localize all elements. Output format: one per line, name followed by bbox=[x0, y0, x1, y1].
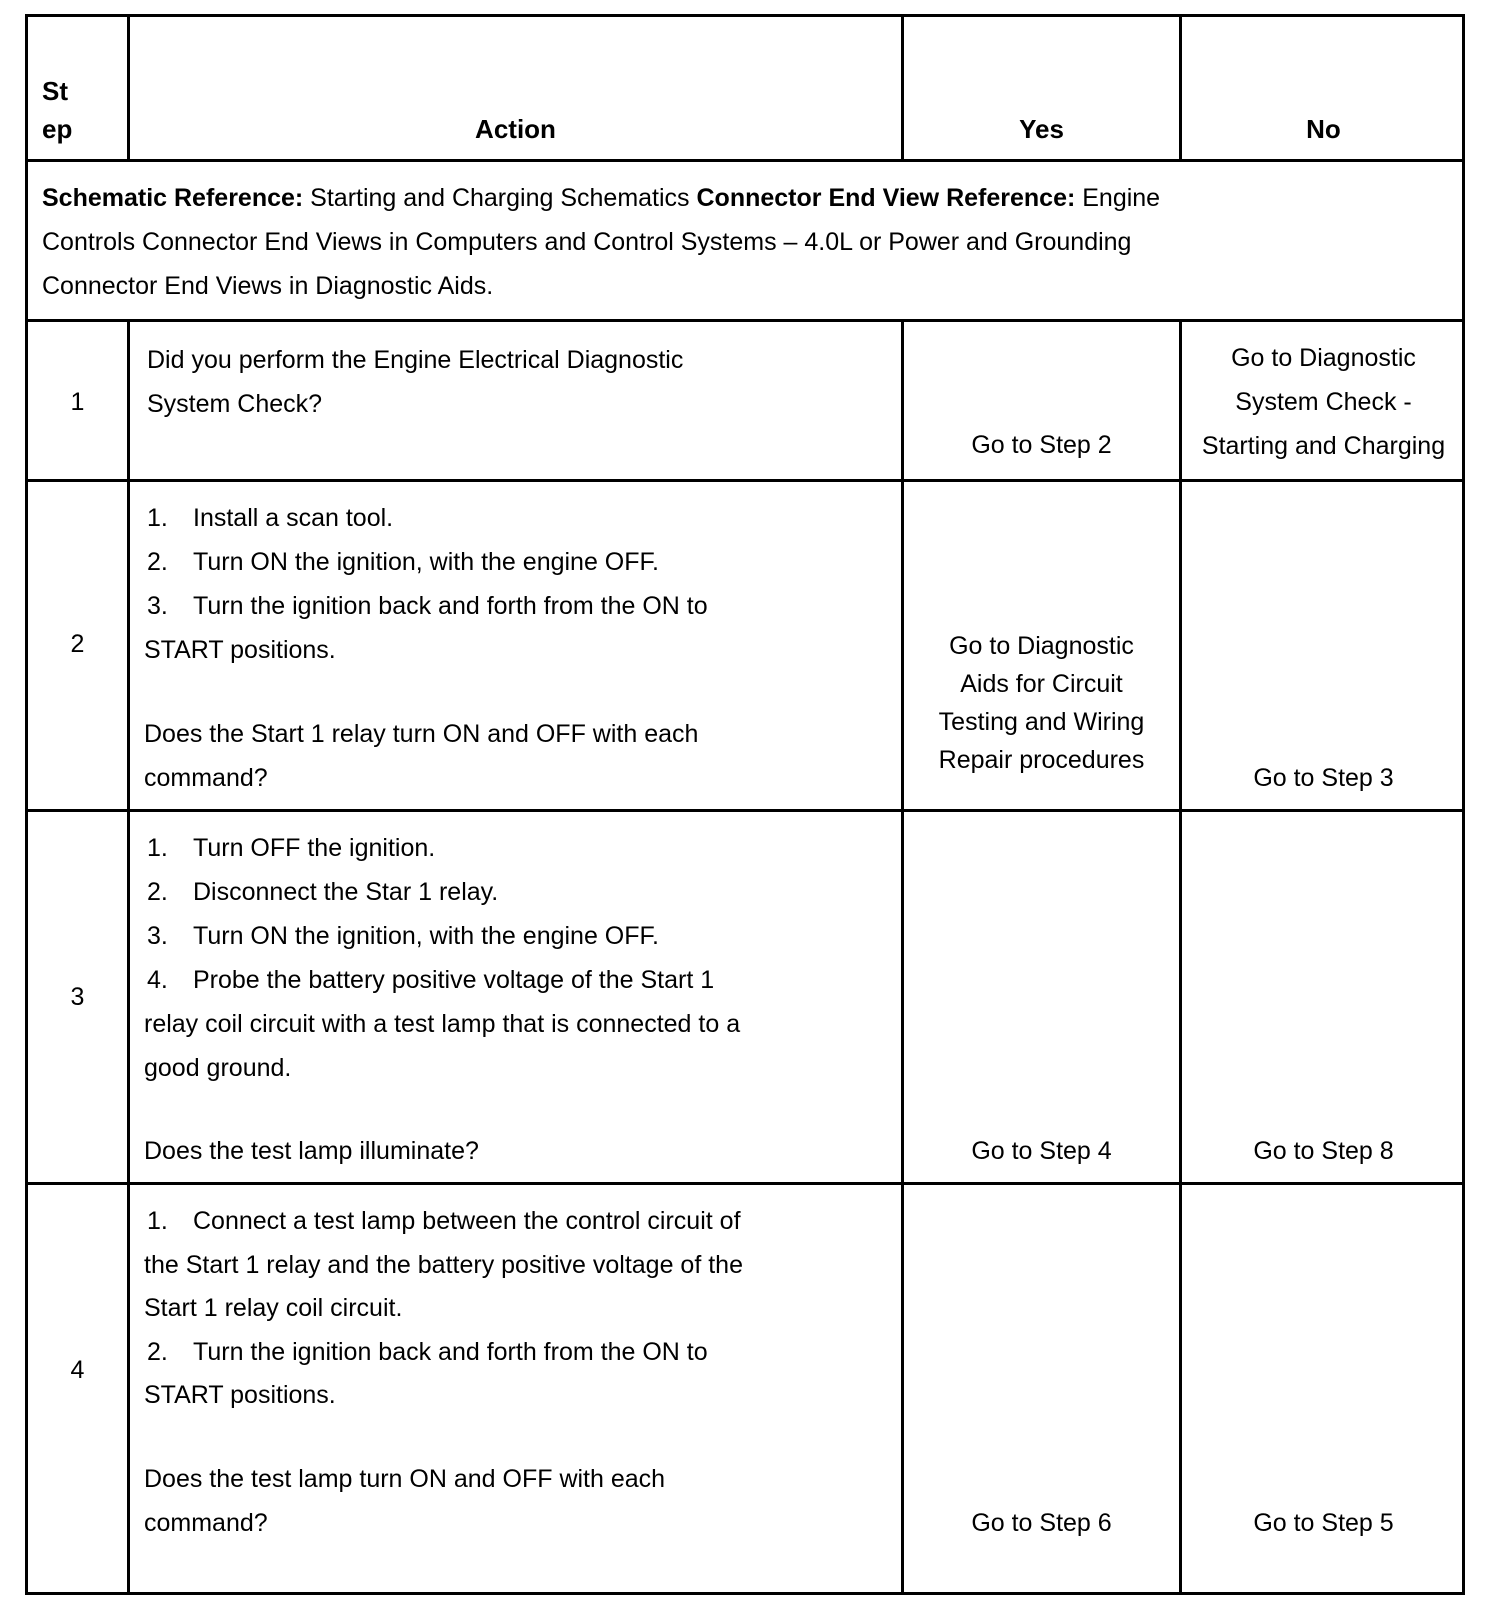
question-line: Does the Start 1 relay turn ON and OFF with each bbox=[144, 720, 699, 748]
header-yes: Yes bbox=[1019, 114, 1064, 144]
step-4-cell bbox=[28, 1185, 130, 1595]
item-number: 2. bbox=[147, 1338, 168, 1366]
connector-reference-text: Engine bbox=[1075, 184, 1161, 212]
step-number: 1 bbox=[70, 388, 85, 416]
list-item bbox=[147, 540, 659, 584]
header-no: No bbox=[1306, 114, 1341, 144]
item-text: Connect a test lamp between the control circuit of bbox=[193, 1207, 741, 1235]
item-number: 1. bbox=[147, 504, 168, 532]
item-text: Turn the ignition back and forth from the ON to bbox=[193, 592, 708, 620]
question-line: Does the test lamp illuminate? bbox=[144, 1137, 479, 1165]
item-text: Turn ON the ignition, with the engine OFF. bbox=[193, 548, 659, 576]
item-text: Disconnect the Star 1 relay. bbox=[193, 878, 499, 906]
header-action: Action bbox=[475, 114, 556, 144]
item-number: 3. bbox=[147, 922, 168, 950]
yes-result-line: Testing and Wiring bbox=[938, 708, 1145, 736]
item-number: 1. bbox=[147, 1207, 168, 1235]
list-item bbox=[147, 958, 714, 1002]
item-number: 1. bbox=[147, 834, 168, 862]
step-4-action-cell bbox=[130, 1185, 904, 1595]
step-4-yes-cell bbox=[904, 1185, 1182, 1595]
action-line: System Check? bbox=[147, 390, 323, 418]
action-line: Did you perform the Engine Electrical Diagnostic bbox=[147, 346, 684, 374]
step-3-action-cell bbox=[130, 812, 904, 1182]
item-continuation: relay coil circuit with a test lamp that is connected to a bbox=[144, 1010, 741, 1038]
table-row-step-3 bbox=[28, 812, 1462, 1185]
header-step-line1: St bbox=[42, 76, 68, 106]
yes-result-line: Repair procedures bbox=[938, 746, 1145, 774]
step-2-yes-cell bbox=[904, 482, 1182, 809]
no-result-line: System Check - bbox=[1235, 388, 1412, 416]
item-continuation: the Start 1 relay and the battery positive voltage of the bbox=[144, 1251, 743, 1279]
item-text: Probe the battery positive voltage of the Start 1 bbox=[193, 966, 715, 994]
reference-line2: Controls Connector End Views in Computers and Control Systems – 4.0L or Power and Grounding bbox=[42, 228, 1132, 256]
reference-line3: Connector End Views in Diagnostic Aids. bbox=[42, 272, 494, 300]
list-item bbox=[147, 870, 498, 914]
list-item bbox=[147, 584, 708, 628]
step-3-no-cell bbox=[1182, 812, 1465, 1182]
item-text: Install a scan tool. bbox=[193, 504, 394, 532]
item-text: Turn OFF the ignition. bbox=[193, 834, 436, 862]
item-number: 2. bbox=[147, 878, 168, 906]
connector-reference-label: Connector End View Reference: bbox=[696, 184, 1076, 212]
yes-result-line: Aids for Circuit bbox=[960, 670, 1123, 698]
list-item bbox=[147, 1199, 741, 1243]
reference-line1 bbox=[42, 176, 1160, 220]
table-row-step-4 bbox=[28, 1185, 1462, 1595]
list-item bbox=[147, 914, 659, 958]
diagnostic-table bbox=[25, 14, 1465, 1595]
step-4-no-cell bbox=[1182, 1185, 1465, 1595]
item-text: Turn the ignition back and forth from the ON to bbox=[193, 1338, 708, 1366]
yes-result: Go to Step 4 bbox=[971, 1137, 1112, 1165]
step-1-no-cell bbox=[1182, 322, 1465, 479]
table-row-step-2 bbox=[28, 482, 1462, 812]
no-result: Go to Step 3 bbox=[1253, 764, 1394, 792]
header-step-line2: ep bbox=[42, 114, 73, 144]
no-result-line: Go to Diagnostic bbox=[1231, 344, 1416, 372]
schematic-reference-text: Starting and Charging Schematics bbox=[303, 184, 697, 212]
item-number: 3. bbox=[147, 592, 168, 620]
step-1-action-cell bbox=[130, 322, 904, 479]
table-header-row bbox=[28, 17, 1462, 162]
item-number: 4. bbox=[147, 966, 168, 994]
no-result-line: Starting and Charging bbox=[1201, 432, 1446, 460]
step-2-cell bbox=[28, 482, 130, 809]
item-continuation: Start 1 relay coil circuit. bbox=[144, 1294, 403, 1322]
yes-result-line: Go to Diagnostic bbox=[949, 632, 1134, 660]
list-item bbox=[147, 496, 393, 540]
item-number: 2. bbox=[147, 548, 168, 576]
header-action-cell bbox=[130, 17, 904, 159]
step-number: 2 bbox=[70, 630, 85, 658]
item-continuation: START positions. bbox=[144, 1381, 336, 1409]
reference-row bbox=[28, 162, 1462, 322]
step-1-yes-cell bbox=[904, 322, 1182, 479]
step-3-yes-cell bbox=[904, 812, 1182, 1182]
step-3-cell bbox=[28, 812, 130, 1182]
list-item bbox=[147, 1330, 708, 1374]
step-number: 3 bbox=[70, 983, 85, 1011]
step-2-no-cell bbox=[1182, 482, 1465, 809]
question-line: command? bbox=[144, 1509, 268, 1537]
question-line: command? bbox=[144, 764, 268, 792]
no-result: Go to Step 8 bbox=[1253, 1137, 1394, 1165]
item-text: Turn ON the ignition, with the engine OFF. bbox=[193, 922, 659, 950]
step-number: 4 bbox=[70, 1356, 85, 1384]
list-item bbox=[147, 826, 435, 870]
yes-result: Go to Step 6 bbox=[971, 1509, 1112, 1537]
no-result: Go to Step 5 bbox=[1253, 1509, 1394, 1537]
item-continuation: good ground. bbox=[144, 1054, 292, 1082]
item-continuation: START positions. bbox=[144, 636, 336, 664]
header-yes-cell bbox=[904, 17, 1182, 159]
schematic-reference-label: Schematic Reference: bbox=[42, 184, 304, 212]
yes-result: Go to Step 2 bbox=[971, 431, 1112, 459]
question-line: Does the test lamp turn ON and OFF with each bbox=[144, 1465, 666, 1493]
step-1-cell bbox=[28, 322, 130, 479]
header-step-cell bbox=[28, 17, 130, 159]
step-2-action-cell bbox=[130, 482, 904, 809]
table-row-step-1 bbox=[28, 322, 1462, 482]
header-no-cell bbox=[1182, 17, 1465, 159]
